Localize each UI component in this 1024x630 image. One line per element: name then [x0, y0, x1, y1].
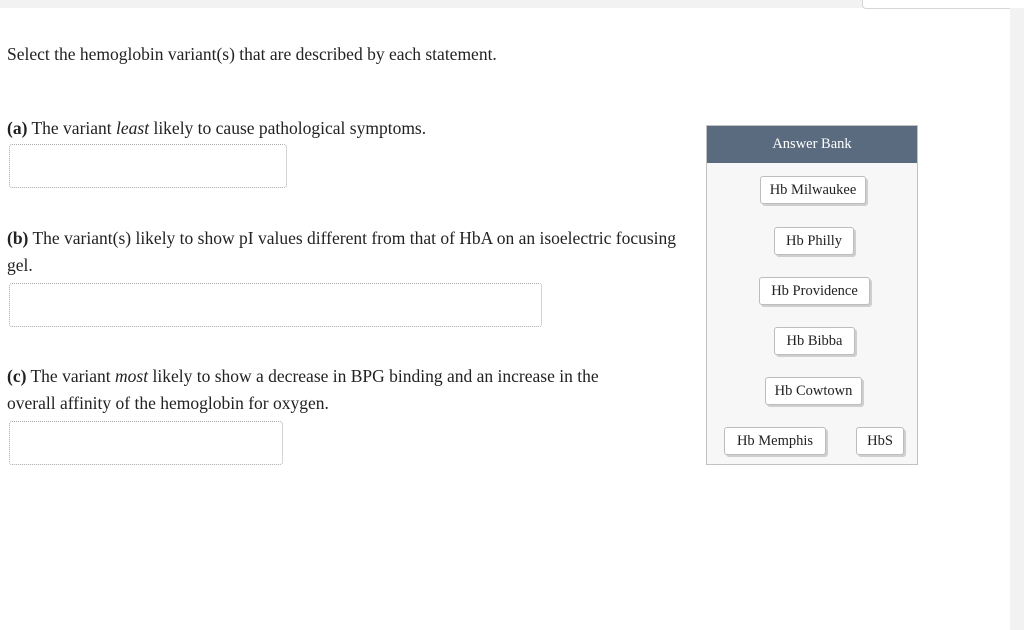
top-tab [862, 0, 1024, 9]
instruction-text: Select the hemoglobin variant(s) that are described by each statement. [7, 44, 497, 64]
answer-chip-hb-milwaukee[interactable]: Hb Milwaukee [760, 176, 866, 204]
answer-bank-title: Answer Bank [707, 126, 917, 163]
answer-chip-hb-cowtown[interactable]: Hb Cowtown [765, 377, 862, 405]
question-c-text-after: likely to show a decrease in BPG binding and an increase in the overall affinity of the hemoglobin for oxygen. [7, 366, 599, 413]
question-b [7, 225, 687, 279]
answer-chip-hb-providence[interactable]: Hb Providence [759, 277, 870, 305]
scrollbar-track[interactable] [1010, 8, 1024, 630]
answer-dropzone-c[interactable] [9, 421, 283, 465]
answer-chip-hb-memphis[interactable]: Hb Memphis [724, 427, 826, 455]
question-c [7, 363, 647, 417]
question-b-label: (b) [7, 228, 29, 248]
question-a [7, 115, 687, 142]
answer-chip-hb-philly[interactable]: Hb Philly [774, 227, 854, 255]
question-a-emphasis: least [116, 118, 150, 138]
answer-chip-hb-bibba[interactable]: Hb Bibba [774, 327, 855, 355]
answer-chip-hbs[interactable]: HbS [856, 427, 904, 455]
question-c-label: (c) [7, 366, 27, 386]
question-a-text-after: likely to cause pathological symptoms. [149, 118, 427, 138]
answer-dropzone-b[interactable] [9, 283, 542, 327]
question-b-text: The variant(s) likely to show pI values different from that of HbA on an isoelectric focusing gel. [7, 228, 677, 275]
answer-dropzone-a[interactable] [9, 144, 287, 188]
question-a-text-before: The variant [27, 118, 117, 138]
answer-bank [706, 125, 918, 465]
question-a-label: (a) [7, 118, 28, 138]
question-c-text-before: The variant [26, 366, 116, 386]
question-c-emphasis: most [115, 366, 149, 386]
